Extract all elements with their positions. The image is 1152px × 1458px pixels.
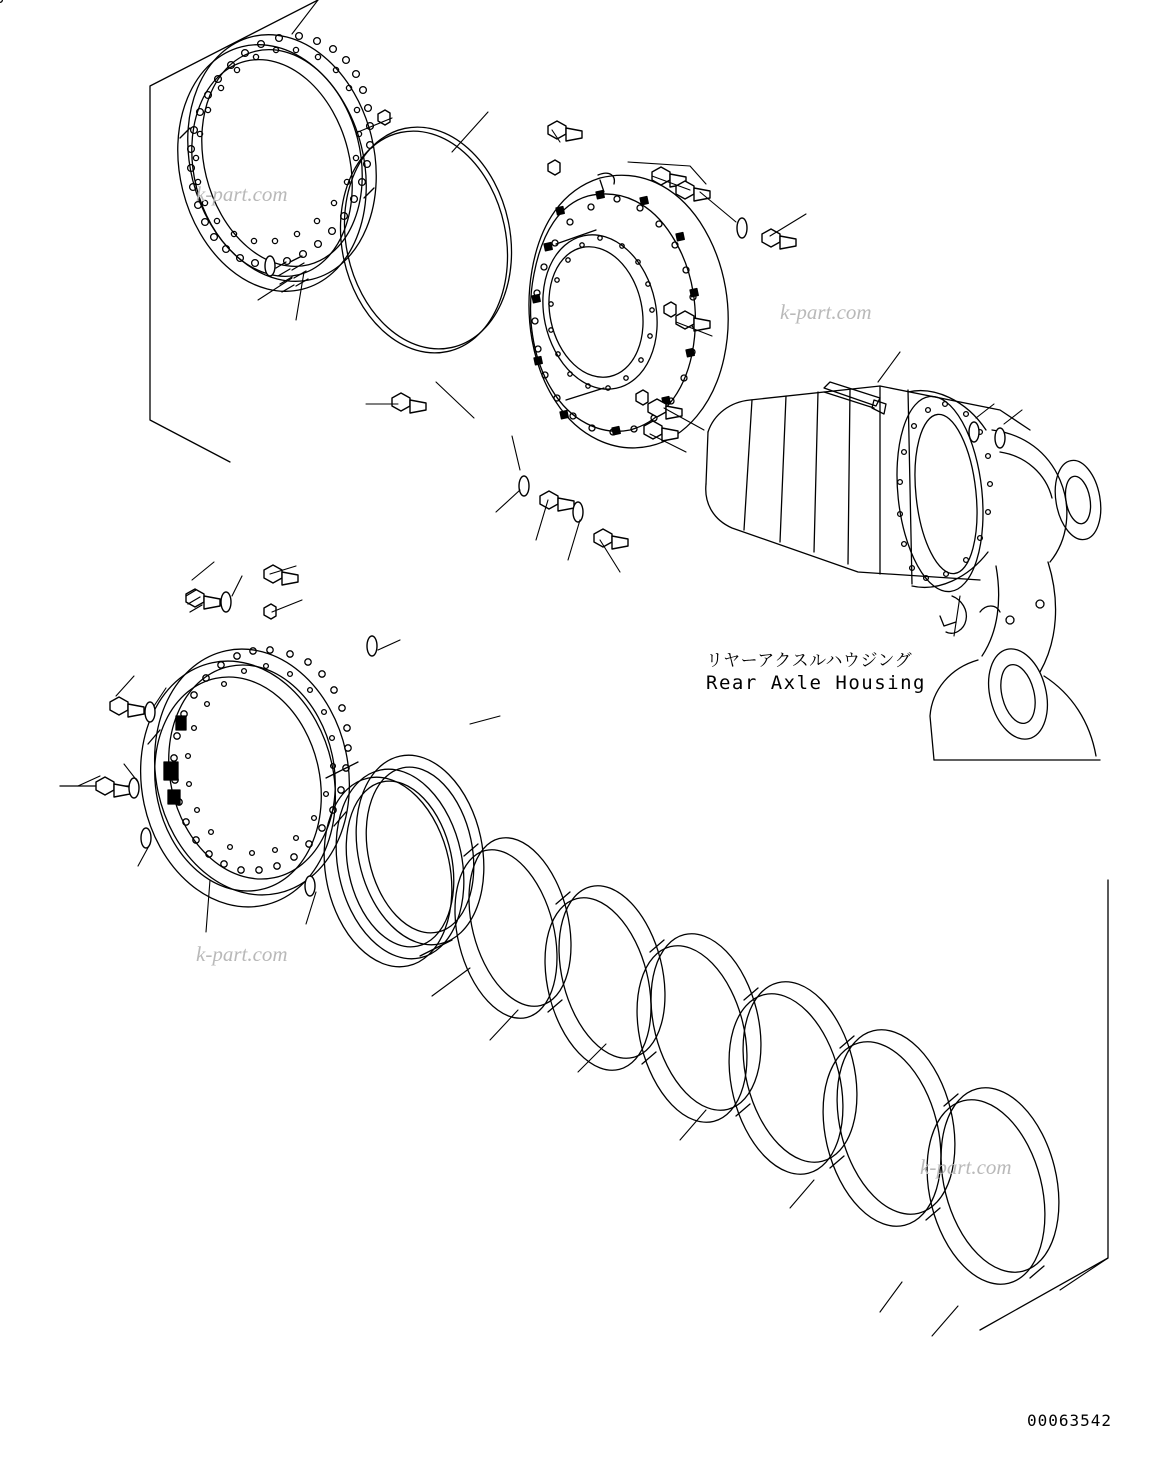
rear-axle-housing-label-en: Rear Axle Housing: [706, 672, 926, 694]
drawing-number: 00063542: [1026, 1411, 1112, 1430]
rear-axle-housing-label-jp: リヤーアクスルハウジング: [706, 651, 913, 671]
watermark-2: k-part.com: [780, 300, 872, 324]
friction-plate-stack: [439, 827, 1077, 1297]
lower-left-bearing-ring: [118, 631, 371, 925]
brake-hub-carrier: [529, 173, 728, 448]
seal-housing-ring: [307, 743, 500, 979]
watermark-3: k-part.com: [196, 942, 288, 966]
watermark-4: k-part.com: [920, 1155, 1012, 1179]
watermark-1: k-part.com: [196, 182, 288, 206]
rear-axle-leader-lines: [878, 352, 1022, 636]
upper-seal-disc: [321, 111, 532, 368]
bottom-leader-lines: [432, 716, 1108, 1336]
